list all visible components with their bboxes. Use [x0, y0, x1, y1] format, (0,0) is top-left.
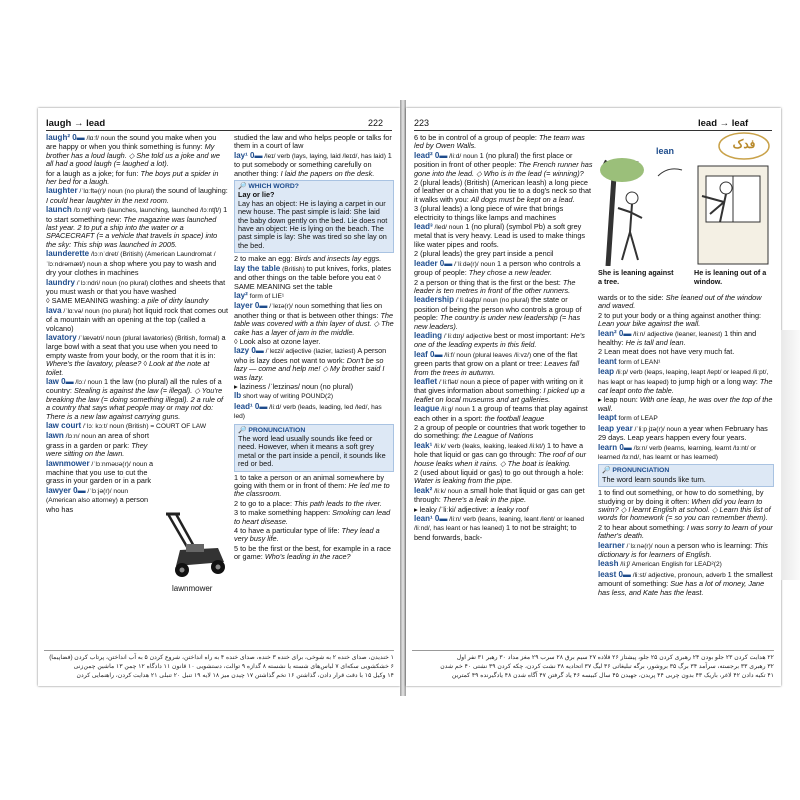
headword: lay the table [234, 263, 281, 273]
dictionary-entry [414, 424, 594, 441]
definition: best or most important: [493, 330, 571, 340]
dictionary-entry [234, 292, 394, 301]
caption-left: She is leaning against a tree. [598, 268, 674, 286]
example: The country is under new leadership (= has new leaders). [414, 313, 581, 331]
definition: 2 (used about liquid or gas) to go out through a hole: [414, 468, 584, 478]
definition: ▸ leaky /ˈliːki/ adjective: [414, 504, 491, 514]
definition: a large bowl with a seat that you use when you need to empty waste from your body, or the room that it is in: [46, 332, 226, 360]
dictionary-entry [598, 294, 774, 311]
grammar-info: /ˈlɔːnməʊə(r)/ noun [89, 460, 150, 468]
grammar-info: /ˈleɪə(r)/ noun [267, 303, 312, 311]
grammar-info: /led/ noun [432, 224, 466, 232]
grammar-info: /lɑːf/ noun [84, 135, 118, 142]
headword: launderette [46, 249, 90, 259]
dictionary-entry [234, 383, 394, 391]
which-word-box [234, 180, 394, 253]
headword: layer 0▬ [234, 301, 268, 311]
persian-line: ۳۲ رهبری ۳۳ برجسته، سرآمد ۳۴ برگ ۳۵ بروشور، برگه تبلیغاتی ۳۶ لیگ ۳۷ اتحادیه ۳۸ نشت کردن، چکه کردن ۳۹ نشتی ۴۰ خم شدن [440, 663, 774, 670]
example: They lead a very busy life. [234, 526, 380, 544]
definition: 1 to have a hole that liquid or gas can go through: [414, 440, 584, 460]
definition: ▸ laziness /ˈleɪzinəs/ noun (no plural) [234, 381, 354, 391]
example: The French runner has gone into the lead. ◇ Who is in the lead (= winning)? [414, 160, 593, 178]
dictionary-entry [46, 422, 228, 431]
grammar-info: /liːf/ noun (plural leaves /liːvz/) [442, 351, 533, 359]
grammar-info: /ˈlɑːvə/ noun (no plural) [61, 307, 134, 315]
right-dictionary-page [406, 108, 781, 686]
grammar-info: /liːʃ/ American English for LEAD²(2) [618, 561, 722, 569]
left-dictionary-page [38, 108, 400, 686]
definition: 1 to find out something, or how to do something, by studying or by doing it often: [598, 488, 764, 506]
headword: lay² [234, 290, 248, 300]
example: The roof of our house leaks when it rains. ◇ The boat is leaking. [414, 450, 587, 468]
lawnmower-illustration [158, 510, 233, 585]
definition: for a laugh as a joke; for fun: [46, 168, 141, 178]
headword: lawyer 0▬ [46, 485, 86, 495]
dictionary-entry [46, 460, 154, 486]
watermark-text: فدک [732, 137, 756, 151]
grammar-info: short way of writing POUND(2) [241, 393, 334, 401]
headword: leap [598, 367, 615, 377]
headword: leader 0▬ [414, 258, 453, 268]
definition: ▸ leap noun: [598, 395, 640, 405]
definition: a person who has [46, 495, 149, 514]
dictionary-entry [414, 506, 594, 514]
definition: 3 to make something happen: [234, 508, 333, 518]
watermark-logo [717, 131, 771, 161]
definition: a small hole that liquid or gas can get through: [414, 485, 585, 505]
headword: lawn [46, 431, 64, 441]
headword: leading [414, 330, 443, 340]
example: All dogs must be kept on a lead. [470, 194, 575, 204]
definition: ◊ Look also at ozone layer. [234, 336, 321, 346]
dictionary-entry [414, 405, 594, 423]
left-persian-glossary [44, 650, 394, 680]
persian-line: ۱۴ وکیل ۱۵ با دقت قرار دادن، گذاشتن ۱۶ تخم گذاشتن ۱۷ چیدن میز ۱۸ لایه ۱۹ تنبل ۲۰ تنبلی ۲۱ هدایت کردن، راهنمایی کردن [76, 672, 394, 679]
right-column-1 [414, 134, 594, 543]
dictionary-entry [46, 206, 228, 249]
persian-line: ۱ خندیدن، صدای خنده ۲ به شوخی، برای خنده ۳ خنده، صدای خنده ۴ به راه انداختن، شروع کردن ۵ به آب انداختن، پرتاب کردن (فضاپیما) [49, 654, 394, 661]
illustration-title: lean [656, 146, 675, 156]
next-page-edge [781, 330, 800, 580]
dictionary-entry [234, 265, 394, 291]
definition: the sound of laughing: [156, 186, 228, 196]
dictionary-entry [46, 307, 228, 333]
definition: 6 to be in control of a group of people: [414, 133, 539, 142]
dictionary-entry [46, 170, 228, 187]
headword: learner [598, 540, 625, 550]
definition: 1 to put somebody or something carefully on another thing: [234, 150, 392, 178]
dictionary-entry [598, 396, 774, 413]
dictionary-entry [234, 474, 394, 499]
example: He's one of the leading experts in this field. [414, 330, 585, 350]
example: a leaky roof [490, 504, 529, 514]
grammar-info: (British) [280, 265, 307, 273]
example: Smoking can lead to heart disease. [234, 508, 391, 526]
box-body: The word learn sounds like turn. [602, 474, 706, 484]
definition: an area of short grass in a garden or park: [46, 431, 149, 450]
grammar-info: /liːd/ verb (leads, leading, led /led/, has led) [234, 403, 382, 421]
lawnmower-icon [158, 510, 233, 585]
grammar-info: /liːn/ verb (leans, leaning, leant /lent/ or leaned /liːnd/, has leant or has leaned) [414, 516, 585, 533]
headword: laundry [46, 277, 75, 287]
example: The table was covered with a thin layer of dust. ◇ The cake has a layer of jam in the middle. [234, 310, 394, 337]
dictionary-entry [234, 255, 394, 263]
dictionary-entry [414, 152, 594, 178]
definition: 1 a person who controls a group of people: [414, 258, 581, 278]
dictionary-entry [414, 296, 594, 331]
definition: 4 to have a particular type of life: [234, 526, 342, 536]
headword: lazy 0▬ [234, 346, 264, 356]
grammar-info: /liːk/ noun [432, 487, 465, 495]
dictionary-entry [414, 279, 594, 296]
headword: lead³ [414, 222, 433, 232]
dictionary-entry [598, 489, 774, 523]
box-title: 🔎 WHICH WORD? [238, 183, 299, 191]
headword: lavatory [46, 332, 77, 342]
box-body: The word lead usually sounds like feed or need. However, when it means a soft grey metal or the part inside a pencil, it sounds like red or bed. [238, 434, 386, 469]
definition: 2 to hear about something: [598, 522, 687, 532]
headword: lead¹ 0▬ [234, 401, 268, 411]
dictionary-entry [234, 392, 394, 401]
definition: a year when February has 29 days. Leap years happen every four years. [598, 423, 768, 443]
grammar-info: /lɔːntʃ/ verb (launches, launching, launched /lɔːntʃt/) [71, 207, 224, 215]
definition: 2 (plural leads) (British) (American leash) a long piece of leather or a chain that you tie to a dog's neck so that it walks with you: [414, 178, 592, 204]
definition: 2 a person or thing that is the first or the best: [414, 277, 563, 287]
headword: learn 0▬ [598, 442, 632, 452]
example: Where's the lavatory, please? ◊ Look at the note at toilet. [46, 359, 210, 377]
box-body: Lay has an object: He is laying a carpet in our new house. The past simple is laid: She laid the baby down gently on the bed. Lie does not have an object: He is lying on the beach. The past simple is lay: She was tired so she lay on the bed. [238, 198, 388, 250]
grammar-info: /liːd/ noun [447, 152, 480, 160]
dictionary-entry [598, 542, 774, 560]
left-page-number: 222 [368, 118, 384, 128]
definition: 1 to take a person or an animal somewhere by going with them or in front of them: [234, 472, 385, 491]
definition: ◊ SAME MEANING washing: [46, 296, 142, 306]
right-running-head: lead → leaf [698, 118, 749, 129]
example: He led me to the classroom. [234, 481, 390, 499]
grammar-info: /ˈlɑːftə(r)/ noun (no plural) [77, 188, 156, 196]
grammar-info: /liːɡ/ noun [439, 406, 472, 414]
definition: 1 (no plural) the first place or position in front of other people: [414, 150, 573, 170]
definition: 1 the smallest amount of something: [598, 569, 773, 589]
dictionary-entry [598, 368, 774, 395]
grammar-info: /liːk/ verb (leaks, leaking, leaked /liːkt/) [432, 442, 547, 450]
dictionary-entry [46, 250, 228, 277]
dictionary-entry [598, 560, 774, 569]
dictionary-entry [414, 515, 594, 542]
dictionary-entry [414, 442, 594, 468]
example: I picked up a leaflet on local museums and art galleries. [414, 386, 585, 404]
dictionary-entry [414, 351, 594, 377]
grammar-info: /ˈliːflət/ noun [437, 378, 477, 386]
illustration-label: lawnmower [172, 584, 213, 593]
dictionary-entry [414, 260, 594, 278]
definition: 5 to be the first or the best, for example in a race or game: [234, 543, 391, 562]
dictionary-entry [414, 179, 594, 204]
dictionary-entry [414, 332, 594, 350]
definition: 2 to make an egg: [234, 254, 295, 264]
box-title: 🔎 PRONUNCIATION [602, 467, 670, 475]
right-page-number: 223 [414, 118, 430, 128]
example: He is tall and lean. [625, 338, 686, 348]
grammar-info: /ˈlɔːndri/ noun (no plural) [74, 279, 151, 287]
right-column-2 [598, 294, 774, 598]
example: Water is leaking from the pipe. [414, 476, 513, 486]
dictionary-entry [46, 187, 228, 205]
example: There's a leak in the pipe. [442, 495, 527, 505]
persian-line: ۴۱ تکیه دادن ۴۲ لاغر، باریک ۴۳ بدون چربی ۴۴ پریدن، جهیدن ۴۵ سال کبیسه ۴۶ یاد گرفتن ۴۷ آگاه شدن ۴۸ یادگیرنده ۴۹ کمترین [451, 672, 774, 679]
definition: wards or to the side: [598, 293, 666, 302]
lean-illustration [598, 144, 774, 294]
example: When did you learn to swim? ◇ I learnt English at school. ◇ Learn this list of words for homework (= so you can remember them). [598, 496, 771, 523]
headword: leak² [414, 485, 433, 495]
definition: 2 to go to a place: [234, 498, 295, 508]
headword: leapt [598, 413, 617, 423]
definition: 1 to start something new: [46, 205, 228, 224]
definition: to jump high or a long way: [670, 376, 760, 386]
example: Leaves fall from the trees in autumn. [414, 359, 580, 377]
definition: one of the flat green parts that grow on a plant or tree: [414, 349, 578, 369]
definition: 2 a group of people or countries that work together to do something: [414, 423, 586, 441]
headword: leash [598, 559, 619, 569]
dictionary-entry [414, 205, 594, 222]
dictionary-entry [598, 524, 774, 541]
dictionary-entry [414, 469, 594, 486]
example: I could hear laughter in the next room. [46, 195, 169, 205]
headword: lb [234, 391, 242, 401]
grammar-info: /ˈlɔː kɔːt/ noun (British) = COURT OF LAW [81, 423, 207, 430]
dictionary-entry [598, 330, 774, 348]
dictionary-entry [598, 348, 774, 356]
headword: law court [46, 421, 82, 430]
definition: the state or position of being the person who controls a group of people: [414, 295, 582, 323]
grammar-info: form of LEAP [616, 415, 658, 423]
example: Stealing is against the law (= illegal). ◇ You're breaking the law (= doing something illegal). 2 a rule of a country that says what people may or may not do: There is a new law against carrying guns. [46, 386, 224, 421]
example: With one leap, he was over the top of the wall. [598, 395, 773, 413]
grammar-info: /ˈlɔːjə(r)/ noun (American also attorney) [46, 487, 129, 505]
grammar-info: /ˈliːdəʃɪp/ noun (no plural) [454, 297, 532, 305]
grammar-info: /lɜːn/ verb (learns, learning, learnt /lɜːnt/ or learned /lɜːnd/, has learnt or has learned) [598, 444, 757, 461]
box-title: 🔎 PRONUNCIATION [238, 426, 306, 434]
dictionary-entry [598, 425, 774, 443]
persian-line: ۲۲ هدایت کردن ۲۳ جلو بودن ۲۴ رهبری کردن ۲۵ جلو، پیشتاز ۲۶ قلاده ۲۷ سیم برق ۲۸ سرب ۲۹ مغز مداد ۳۰ رهبر ۳۱ نفر اول [456, 654, 774, 661]
persian-line: ۶ خشکشویی سکه‌ای ۷ لباس‌های شسته یا نشسته ۸ گدازه ۹ توالت، دستشویی ۱۰ قانون ۱۱ دادگاه ۱۲ چمن ۱۳ ماشین چمن‌زنی [73, 663, 394, 670]
dictionary-entry [234, 403, 394, 422]
dictionary-entry [234, 152, 394, 178]
headword: leaf 0▬ [414, 349, 443, 359]
dictionary-entry [598, 444, 774, 463]
definition: the sound you make when you are happy or when you think something is funny: [46, 133, 217, 152]
grammar-info: /leɪ/ verb (lays, laying, laid /leɪd/, has laid) [262, 152, 388, 160]
definition: 1 to not be straight; to bend forwards, back- [414, 523, 577, 542]
dictionary-entry [234, 500, 394, 508]
dictionary-entry [46, 334, 228, 377]
definition: a person who is learning: [670, 540, 755, 550]
right-persian-glossary [412, 650, 774, 680]
example: My brother has a loud laugh. ◇ She told us a joke and we all had a good laugh (= laughed a lot). [46, 142, 220, 169]
grammar-info: /liːp/ verb (leaps, leaping, leapt /lept/ or leaped /liːpt/, has leapt or has leaped) [598, 369, 769, 386]
definition: something that lies on another thing or that is between other things: [234, 301, 383, 320]
definition: A person who is lazy does not want to work: [234, 346, 387, 365]
example: This dictionary is for learners of English. [598, 540, 768, 559]
example: This path leads to the river. [294, 498, 382, 508]
grammar-info: /liːst/ adjective, pronoun, adverb [630, 571, 728, 579]
definition: studied the law and who helps people or talks for them in a court of law [234, 133, 392, 151]
leaning-figures-icon [598, 156, 774, 266]
definition: 1 thin and healthy: [598, 328, 757, 348]
grammar-info: /ˈlævətri/ noun (plural lavatories) (British, formal) [76, 334, 222, 342]
definition: 2 (plural leads) the grey part inside a pencil [414, 249, 554, 259]
definition: 2 to put your body or a thing against another thing: [598, 310, 762, 320]
headword: lay¹ 0▬ [234, 150, 263, 160]
example: The cat leapt onto the table. [598, 376, 773, 396]
example: I was sorry to learn of your father's death. [598, 522, 773, 541]
headword: launch [46, 205, 72, 215]
caption-right: He is leaning out of a window. [694, 268, 767, 286]
dictionary-entry [598, 358, 774, 367]
example: They were sitting on the lawn. [46, 440, 148, 459]
dictionary-entry [46, 134, 228, 169]
pronunciation-box [234, 424, 394, 472]
dictionary-entry [414, 134, 594, 151]
dictionary-entry [234, 509, 394, 526]
grammar-info: /ˈliːdɪŋ/ adjective [442, 332, 494, 340]
left-running-head: laugh → lead [46, 118, 106, 129]
definition: 3 (plural leads) a long piece of wire that brings electricity to things like lamps and machines [414, 204, 564, 222]
example: I laid the papers on the desk. [280, 168, 375, 178]
dictionary-entry [598, 414, 774, 423]
example: They chose a new leader. [468, 268, 553, 278]
headword: laughter [46, 186, 78, 196]
dictionary-entry [46, 378, 228, 421]
dictionary-entry [46, 487, 154, 514]
grammar-info: /lɔːnˈdret/ (British) (American Laundromat /ˈlɔːndrəmæt/) noun [46, 251, 216, 268]
example: She leaned out of the window and waved. [598, 293, 762, 311]
dictionary-entry [414, 487, 594, 505]
headword: leaflet [414, 376, 438, 386]
definition: 1 a group of teams that play against each other in a sport: [414, 404, 588, 423]
dictionary-entry [234, 302, 394, 337]
left-column-1 [46, 134, 228, 515]
example: a pile of dirty laundry [141, 296, 209, 306]
dictionary-entry [46, 297, 228, 305]
example: Sue has a lot of money, Jane has less, and Kate has the least. [598, 579, 765, 597]
definition: a piece of paper with writing on it that gives information about something: [414, 376, 583, 396]
dictionary-entry [234, 338, 394, 346]
dictionary-entry [598, 312, 774, 329]
example: The magazine was launched last year. 2 to put a ship into the water or a SPACECRAFT (= a vehicle that travels in space) into the sky: This ship was launched in 2005. [46, 214, 218, 249]
headword: law 0▬ [46, 376, 74, 386]
headword: league [414, 404, 440, 414]
left-header-rule [46, 130, 392, 131]
headword: leant [598, 356, 617, 366]
pronunciation-box [598, 464, 774, 487]
headword: leap year [598, 423, 633, 433]
headword: lean² 0▬ [598, 328, 632, 338]
grammar-info: /liːn/ adjective (leaner, leanest) [631, 330, 725, 338]
dictionary-entry [414, 378, 594, 404]
grammar-info: /lɔː/ noun [73, 378, 105, 386]
definition: to put knives, forks, plates and other things on the table before you eat ◊ SAME MEANING set the table [234, 263, 391, 291]
dictionary-entry [46, 432, 154, 458]
grammar-info: /ˈleɪzi/ adjective (lazier, laziest) [263, 348, 358, 356]
definition: a machine that you use to cut the grass in your garden or in a park [46, 458, 154, 486]
definition: 1 the law (no plural) all the rules of a country: [46, 376, 222, 396]
example: Don't be so lazy — come and help me! ◇ My brother said I was lazy. [234, 355, 385, 382]
dictionary-entry [234, 347, 394, 382]
left-column-2 [234, 134, 394, 563]
example: The leader is ten metres in front of the other runners. [414, 277, 576, 295]
definition: 1 (no plural) (symbol Pb) a soft grey metal that is very heavy. Lead is used to make things like water pipes and roofs. [414, 222, 586, 249]
grammar-info: /ˈlɜːnə(r)/ noun [624, 542, 671, 550]
definition: 2 Lean meat does not have very much fat. [598, 347, 735, 357]
example: the football league [484, 413, 545, 423]
example: The team was led by Owen Walls. [414, 133, 585, 151]
dictionary-entry [234, 134, 394, 151]
headword: leadership [414, 295, 455, 305]
headword: lead² 0▬ [414, 150, 448, 160]
definition: a shop where you pay to wash and dry your clothes in machines [46, 258, 217, 278]
example: Who's leading in the race? [264, 552, 351, 562]
box-subtitle: Lay or lie? [238, 190, 275, 200]
grammar-info: form of LEAN¹ [616, 358, 661, 366]
dictionary-entry [598, 571, 774, 597]
dictionary-entry [234, 545, 394, 562]
example: The boys put a spider in her bed for a laugh. [46, 168, 219, 187]
definition: clothes and sheets that you must wash or that you have washed [46, 277, 226, 296]
dictionary-entry [414, 250, 594, 258]
definition: hot liquid rock that comes out of a mountain with an opening at the top (called a volcano) [46, 305, 228, 333]
headword: lawnmower [46, 458, 90, 468]
grammar-info: /ˈliːdə(r)/ noun [452, 260, 497, 268]
headword: leak¹ [414, 440, 433, 450]
grammar-info: form of LIE¹ [247, 292, 285, 300]
example: the League of Nations [461, 431, 534, 441]
headword: lava [46, 305, 62, 315]
grammar-info: /lɔːn/ noun [63, 433, 98, 441]
dictionary-entry [234, 527, 394, 544]
dictionary-entry [414, 223, 594, 249]
headword: least 0▬ [598, 569, 631, 579]
grammar-info: /ˈliːp jɪə(r)/ noun [632, 425, 684, 433]
example: Birds and insects lay eggs. [294, 254, 382, 264]
headword: laugh² 0▬ [46, 133, 85, 142]
headword: lean¹ 0▬ [414, 514, 448, 524]
dictionary-entry [46, 279, 228, 297]
example: Lean your bike against the wall. [598, 319, 701, 329]
